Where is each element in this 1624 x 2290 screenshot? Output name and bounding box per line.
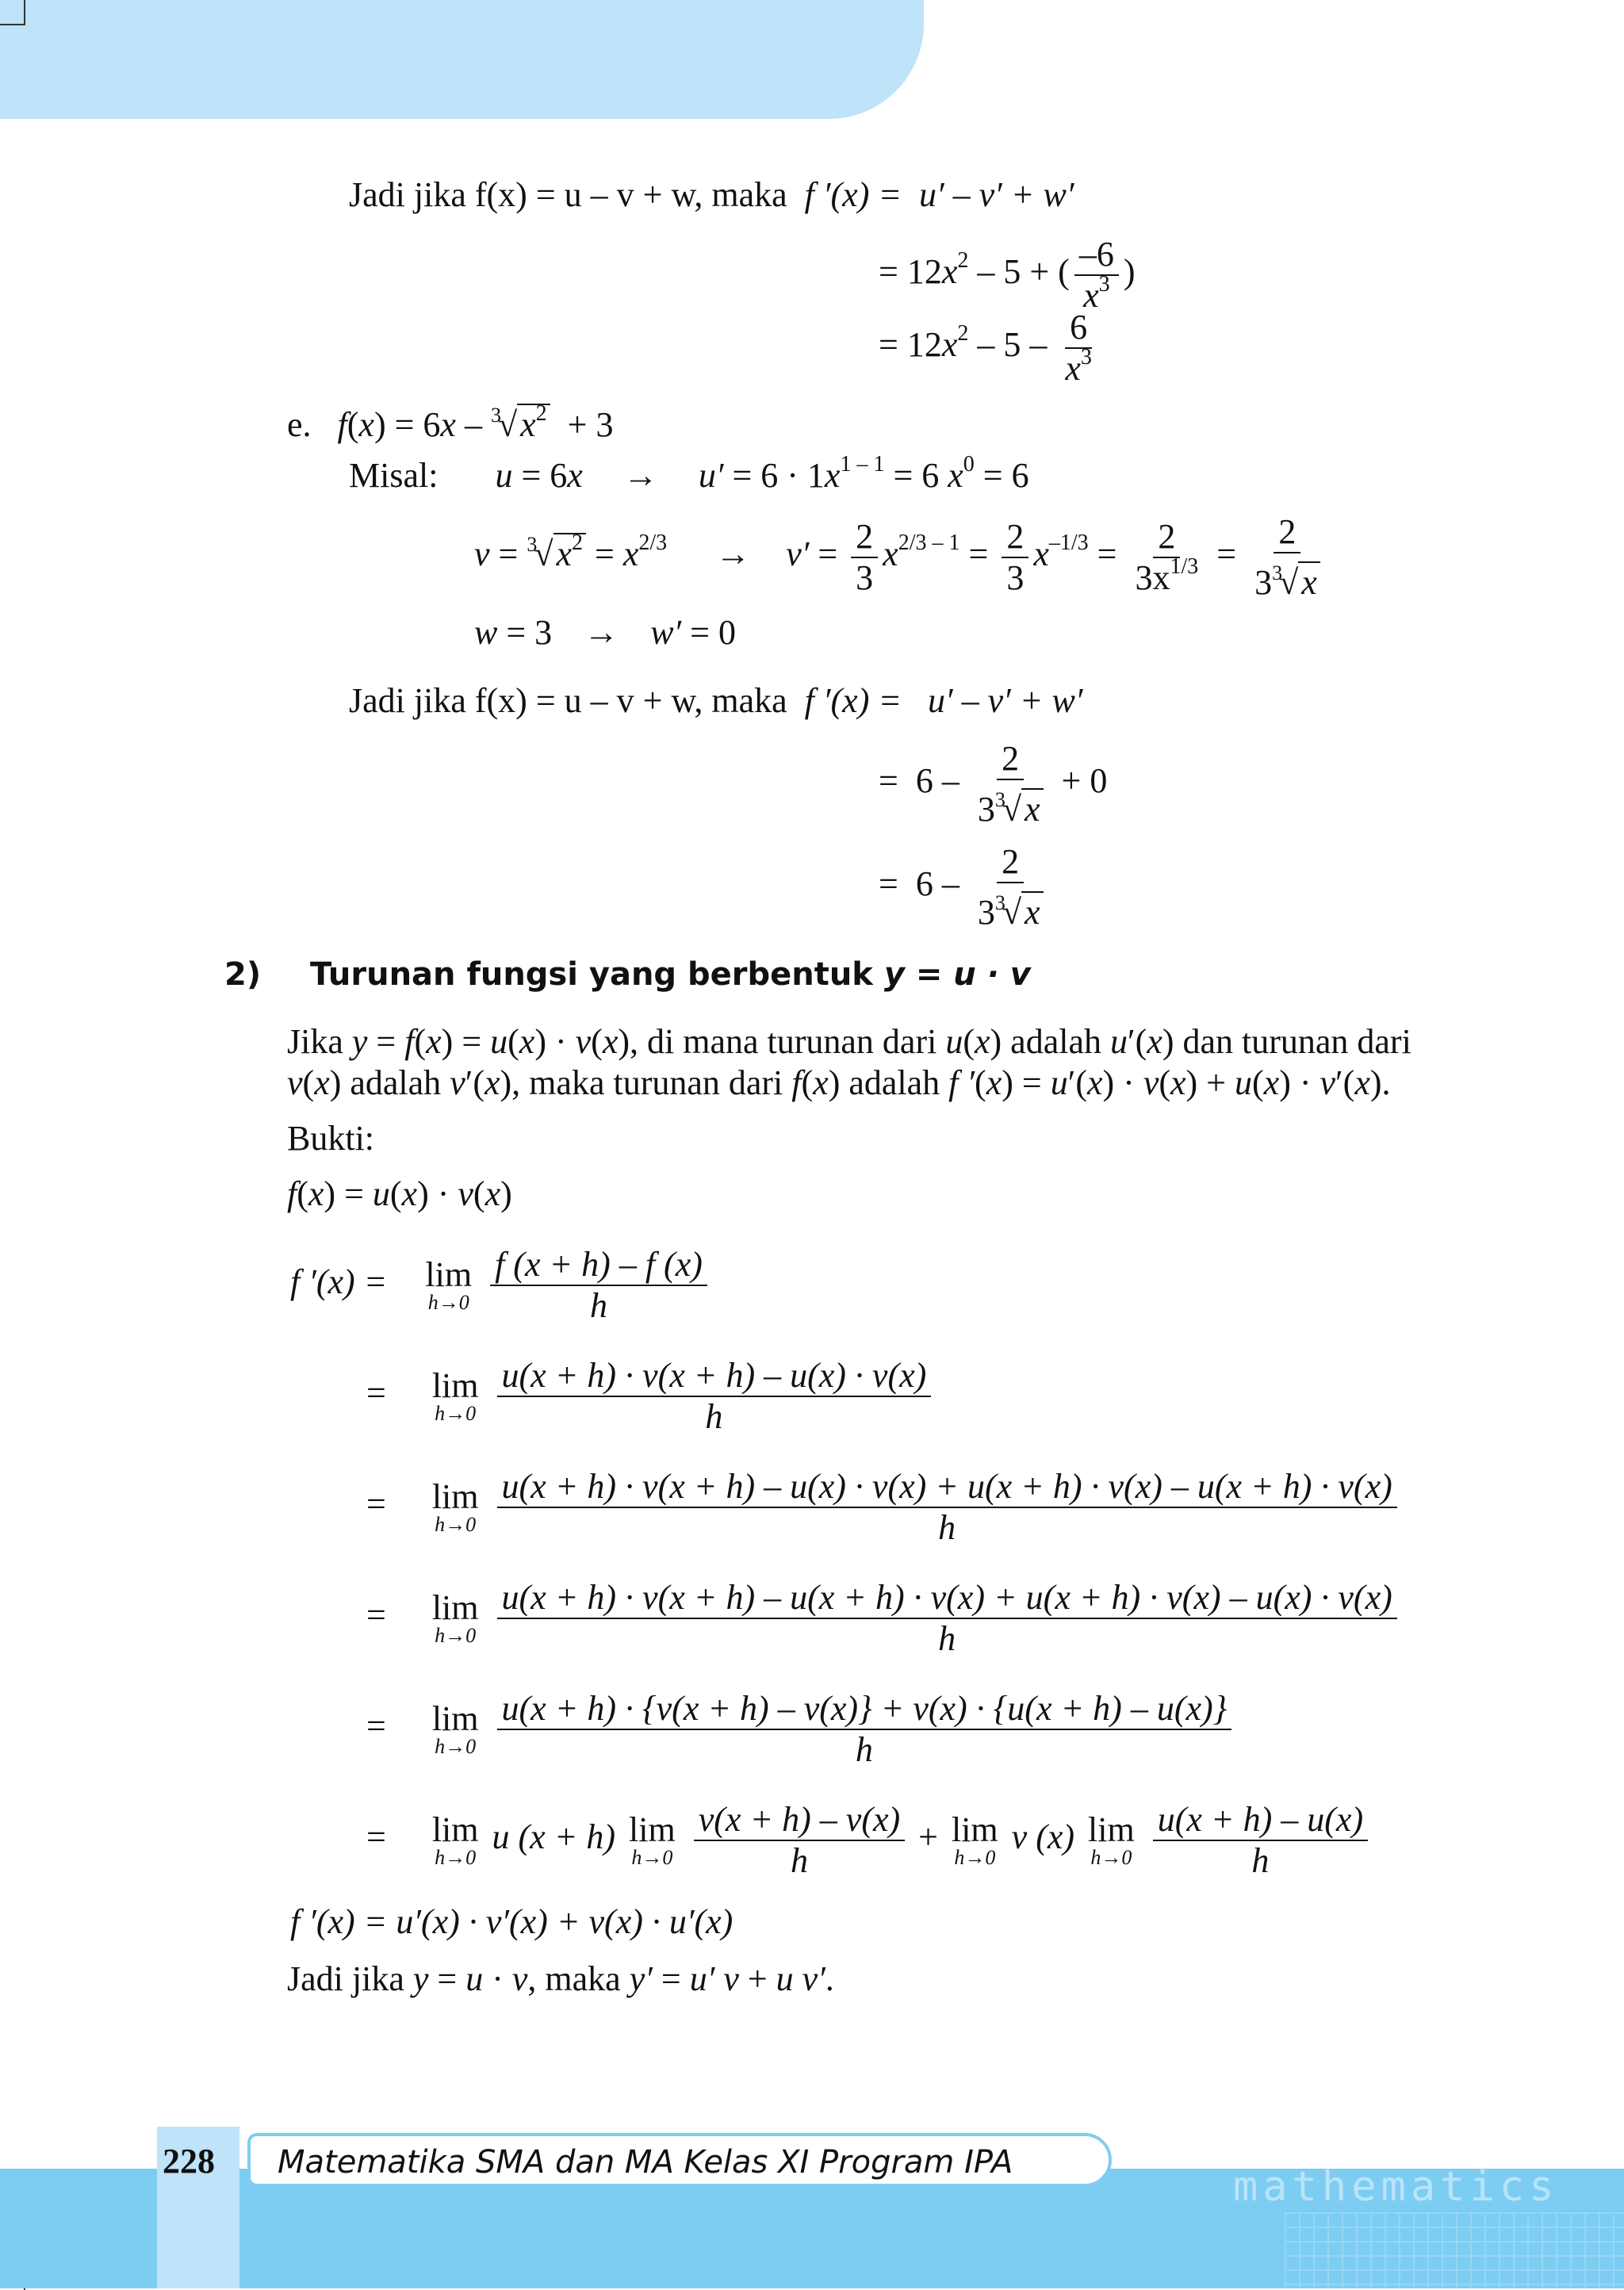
f-prime-label: f ′(x) = [290,1262,388,1302]
plus: + [918,1817,938,1857]
step3-numerator: u(x + h) · v(x + h) – u(x) · v(x) + u(x + h) · v(x) – u(x + h) · v(x) [497,1469,1397,1508]
lim-sub: h→0 [435,1735,477,1758]
v-line: $v = ^3√x^2 = x^{2/3} \to v'$ = $\frac{2}{3}$ $x^{2/3 - 1}$ = $\frac{2}{3}$ $x^{-1/3}$ = $\frac{2}{3x^{1/3}}$ = $\frac{2}{3^3√x}$ [474,514,1330,601]
footer-grid-decoration [1285,2212,1624,2288]
text: u′ – v′ + w′ [919,175,1074,214]
equals: = [366,1706,386,1746]
lim: lim [951,1810,998,1849]
equals: = [366,1595,386,1635]
crop-mark [0,0,25,25]
text: Jadi jika f(x) = u – v + w, maka [349,175,787,214]
f-definition: f(x) = u(x) · v(x) [287,1174,512,1213]
lim-sub: h→0 [435,1513,477,1536]
footer-watermark: mathematics [1233,2163,1559,2211]
lim-sub: h→0 [1090,1846,1132,1869]
text: Jadi jika f(x) = u – v + w, maka [349,681,787,720]
book-title: Matematika SMA dan MA Kelas XI Program IPA [247,2133,1112,2187]
step6-term-b: v (x) [1011,1817,1075,1857]
result-d-2: = $12x^2 - 5$ + ( $\frac{-6}{x^3}$ ) [879,235,1136,315]
equals: = [366,1484,386,1524]
lim: lim [1088,1810,1135,1849]
text: f ′(x) = [804,681,902,720]
lim: lim [425,1255,473,1294]
item-label: e. [287,405,312,444]
lim: lim [431,1699,479,1738]
proof-result: f ′(x) = u′(x) · v′(x) + v(x) · u′(x) [290,1902,733,1941]
equals: = [366,1373,386,1413]
result-d-3: = $12x^2 - 5$ – $\frac{6}{x^3}$ [879,308,1092,388]
proof-step-5 [366,1691,1236,1768]
heading-formula: y = u · v [883,956,1031,993]
lim-sub: h→0 [435,1624,477,1647]
denominator: h [705,1397,723,1436]
denominator: h [938,1508,956,1547]
step6-frac1-numerator: v(x + h) – v(x) [694,1802,905,1841]
denominator: h [938,1619,956,1658]
lim: lim [629,1810,676,1849]
misal-line: Misal: $u = 6x \to u' = 6 \cdot 1x^{1 - 1} = 6$ $x^0 = 6$ [349,452,1029,495]
bukti-label: Bukti: [287,1119,375,1158]
lim: lim [431,1810,479,1849]
section-heading [224,956,1031,993]
misal-label: Misal: [349,456,439,495]
heading-number: 2) [224,956,262,993]
lim-sub: h→0 [427,1291,469,1314]
text: f ′(x) = [804,175,902,214]
result-e-2: = 6 – $\frac{2}{3^3√x}$ + 0 [879,739,1108,829]
jadi-line-d [349,174,1074,216]
w-line: w = 3 → w′ = 0 [474,613,736,652]
denominator: h [1251,1841,1270,1880]
lim-sub: h→0 [954,1846,996,1869]
heading-text: Turunan fungsi yang berbentuk [310,956,873,993]
step6-frac2-numerator: u(x + h) – u(x) [1153,1802,1368,1841]
step1-numerator: f (x + h) – f (x) [490,1246,707,1286]
proof-step-6 [366,1802,1373,1879]
proof-step-1 [290,1246,712,1324]
jadi-line-e [349,680,1082,722]
lim: lim [431,1366,479,1405]
para-line-1: Jika y = f(x) = u(x) · v(x), di mana turunan dari u(x) adalah u′(x) dan turunan dari [287,1022,1411,1061]
para-line-2: v(x) adalah v′(x), maka turunan dari f(x) adalah f ′(x) = u′(x) · v(x) + u(x) · v′(x). [287,1063,1391,1102]
step5-numerator: u(x + h) · {v(x + h) – v(x)} + v(x) · {u(x + h) – u(x)} [497,1691,1232,1730]
denominator: h [790,1841,808,1880]
denominator: h [855,1730,873,1769]
step6-term-a: u (x + h) [492,1817,616,1857]
step2-numerator: u(x + h) · v(x + h) – u(x) · v(x) [497,1358,932,1397]
lim: lim [431,1477,479,1516]
lim-sub: h→0 [435,1846,477,1869]
equals: = [366,1817,386,1857]
proof-step-3 [366,1469,1402,1546]
conclusion: Jadi jika y = u · v, maka y′ = u′ v + u v′. [287,1959,834,1998]
proof-step-2 [366,1358,936,1435]
header-tab [0,0,924,119]
page-number: 228 [163,2142,215,2181]
lim-sub: h→0 [631,1846,673,1869]
proof-step-4 [366,1580,1402,1657]
denominator: h [589,1286,607,1325]
text: u′ – v′ + w′ [928,681,1083,720]
result-e-3: = 6 – $\frac{2}{3^3√x}$ [879,844,1053,931]
lim: lim [431,1588,479,1627]
part-e-function: e. $f(x) = 6x - ^3√x^2 + 3$ [287,401,614,444]
step4-numerator: u(x + h) · v(x + h) – u(x + h) · v(x) + u(x + h) · v(x) – u(x) · v(x) [497,1580,1397,1619]
lim-sub: h→0 [435,1402,477,1425]
